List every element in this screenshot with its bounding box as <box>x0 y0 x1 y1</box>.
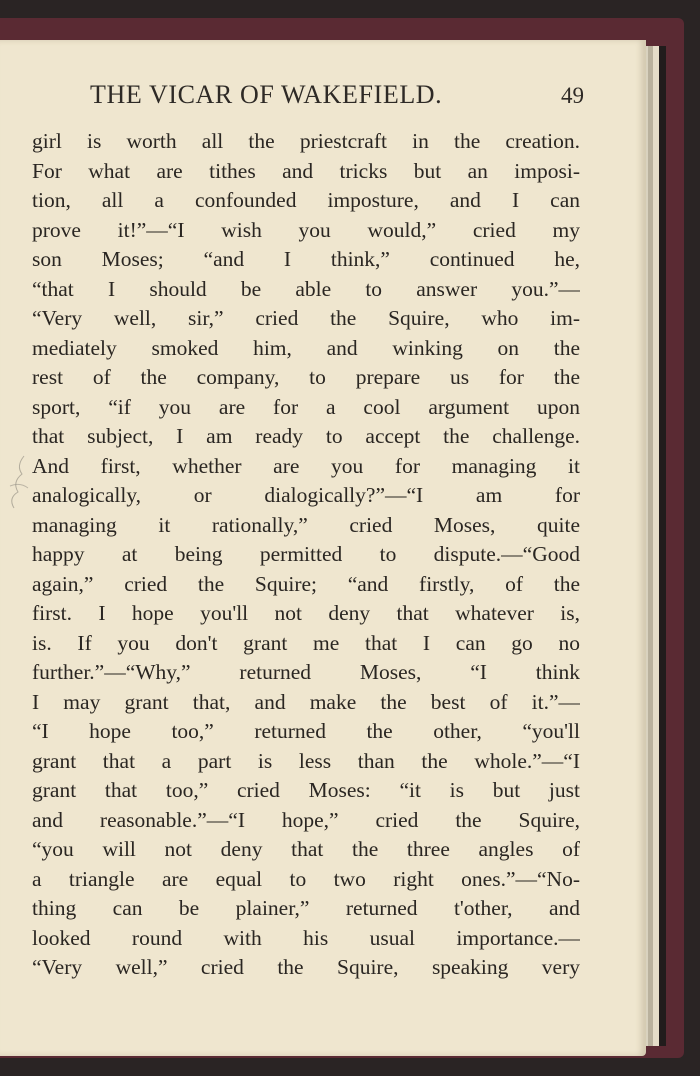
text-line: son Moses; “and I think,” continued he, <box>32 247 580 271</box>
spine-shadow <box>659 46 666 1046</box>
text-line: “Very well,” cried the Squire, speaking very <box>32 955 580 979</box>
text-line: sport, “if you are for a cool argument upon <box>32 394 580 419</box>
text-line: looked round with his usual importance.— <box>32 925 580 950</box>
text-line: I may grant that, and make the best of it.”— <box>32 689 580 714</box>
text-line: grant that a part is less than the whole.”—“I <box>32 748 580 773</box>
page-number: 49 <box>561 83 584 108</box>
text-line: thing can be plainer,” returned t'other, and <box>32 896 580 920</box>
running-header <box>36 80 584 110</box>
text-line: For what are tithes and tricks but an imposi- <box>32 158 580 183</box>
text-line: first. I hope you'll not deny that whatever is, <box>32 601 580 625</box>
text-line: “you will not deny that the three angles of <box>32 837 580 861</box>
text-line: and reasonable.”—“I hope,” cried the Squire, <box>32 807 580 832</box>
running-title: THE VICAR OF WAKEFIELD. <box>90 80 443 109</box>
text-line: rest of the company, to prepare us for the <box>32 365 580 389</box>
text-line: girl is worth all the priestcraft in the creation. <box>32 129 580 153</box>
text-line: a triangle are equal to two right ones.”—“No- <box>32 866 580 891</box>
text-line: “I hope too,” returned the other, “you'll <box>32 719 580 743</box>
text-line: prove it!”—“I wish you would,” cried my <box>32 217 580 242</box>
text-line: analogically, or dialogically?”—“I am for <box>32 483 580 507</box>
text-line: again,” cried the Squire; “and firstly, of the <box>32 571 580 596</box>
text-line: “Very well, sir,” cried the Squire, who im- <box>32 306 580 330</box>
text-line: grant that too,” cried Moses: “it is but just <box>32 778 580 802</box>
text-line: that subject, I am ready to accept the challenge. <box>32 424 580 448</box>
text-line: “that I should be able to answer you.”— <box>32 276 580 301</box>
text-line: happy at being permitted to dispute.—“Good <box>32 542 580 566</box>
body-text <box>32 127 580 983</box>
text-line: tion, all a confounded imposture, and I can <box>32 188 580 212</box>
text-line: And first, whether are you for managing it <box>32 453 580 478</box>
text-line: is. If you don't grant me that I can go no <box>32 630 580 655</box>
text-line: further.”—“Why,” returned Moses, “I think <box>32 660 580 684</box>
text-line: mediately smoked him, and winking on the <box>32 335 580 360</box>
text-line: managing it rationally,” cried Moses, quite <box>32 512 580 537</box>
